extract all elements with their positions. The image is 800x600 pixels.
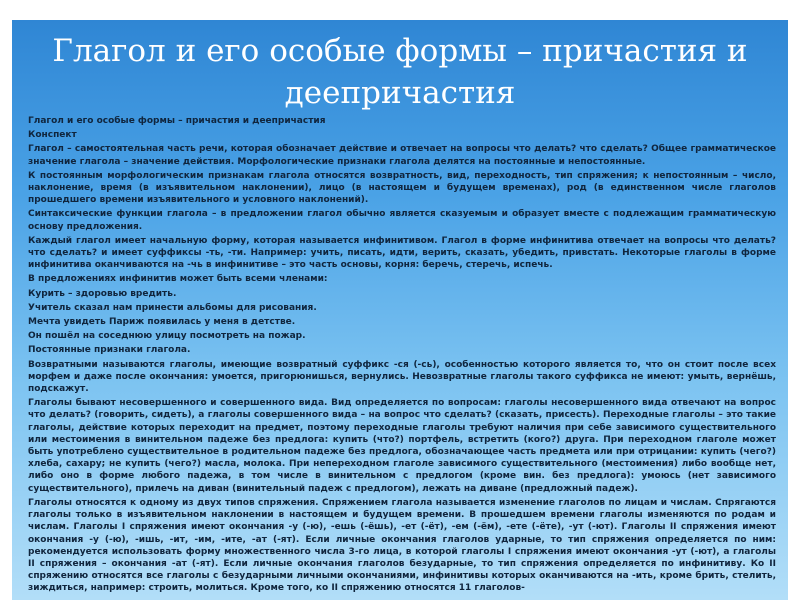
paragraph-verb-definition: Глагол – самостоятельная часть речи, которая обозначает действие и отвечает на вопросы что делать? что сделать? Общее грамматическое значение глагола – значение действия. Морфологические признаки глагола делятся на постоянные и непостоянные. — [28, 144, 776, 167]
paragraph-example-1: Курить – здоровью вредить. — [28, 288, 177, 299]
paragraph-conjugation: Глаголы относятся к одному из двух типов спряжения. Спряжением глагола называется изменение глаголов по лицам и числам. Спрягаются глаголы только в изъявительном наклонении в настоящем и будущем времени. В прошедшем времени глаголы изменяются по родам и числам. Глаголы I спряжения имеют окончания -у (-ю), -ешь (-ёшь), -ет (-ёт), -ем (-ём), -ете (-ёте), -ут (-ют). Глаголы II спряжения имеют окончания -у (-ю), -ишь, -ит, -им, -ите, -ат (-ят). Если личные окончания глаголов ударные, то тип спряжения определяется по ним: рекомендуется использовать форму множественного числа 3-го лица, в которой глаголы I спряжения имеют окончания -ут (-ют), а глаголы II спряжения – окончания -ат (-ят). Если личные окончания глаголов безударные, то тип спряжения определяется по инфинитиву. Ко II спряжению относятся все глаголы с безударными личными окончаниями, инфинитивы которых оканчиваются на -ить, кроме брить, стелить, зиждиться, например: строить, молиться. Кроме того, ко II спряжению относятся 11 глаголов- — [28, 497, 776, 594]
paragraph-example-2: Учитель сказал нам принести альбомы для рисования. — [28, 302, 317, 313]
slide-title: Глагол и его особые формы – причастия и деепричастия — [52, 33, 748, 111]
paragraph-heading: Глагол и его особые формы – причастия и деепричастия — [28, 116, 326, 126]
paragraph-infinitive: Каждый глагол имеет начальную форму, которая называется инфинитивом. Глагол в форме инфинитива отвечает на вопросы что делать? что сделать? и имеет суффиксы -ть, -ти. Например: учить, писать, идти, верить, сказать, убедить, привстать. Некоторые глаголы в форме инфинитива оканчиваются на -чь в инфинитиве – это часть основы, корня: беречь, стеречь, испечь. — [28, 235, 776, 271]
paragraph-summary-label: Конспект — [28, 130, 77, 141]
paragraph-aspect-transitivity: Глаголы бывают несовершенного и совершенного вида. Вид определяется по вопросам: глаголы несовершенного вида отвечают на вопрос что делать? (говорить, сидеть), а глаголы совершенного вида – на вопрос что сделать? (сказать, присесть). Переходные глаголы – это такие глаголы, действие которых переходит на предмет, поэтому переходные глаголы требуют наличия при себе зависимого существительного или местоимения в винительном падеже без предлога: купить (что?) портфель, встретить (кого?) друга. При переходном глаголе может быть употреблено существительное в родительном падеже без предлога, обозначающее часть предмета или при отрицании: купить (чего?) хлеба, сахару; не купить (чего?) масла, молока. При непереходном глаголе зависимого существительного (местоимения) либо вообще нет, либо оно в форме любого падежа, в том числе в винительном с предлогом (кроме вин. без предлога): умоюсь (нет зависимого существительного), прилечь на диван (винительный падеж с предлогом), лежать на диване (предложный падеж). — [28, 398, 776, 494]
slide-body-text — [28, 115, 776, 600]
paragraph-reflexive: Возвратными называются глаголы, имеющие возвратный суффикс -ся (-сь), особенностью которого является то, что он стоит после всех морфем и даже после окончания: умоется, пригорюнишься, вернулись. Невозвратные глаголы такого суффикса не имеют: умыть, вернёшь, подскажут. — [28, 359, 776, 395]
paragraph-constant-features: Постоянные признаки глагола. — [28, 345, 191, 356]
paragraph-example-3: Мечта увидеть Париж появилась у меня в детстве. — [28, 317, 296, 328]
paragraph-example-4: Он пошёл на соседнюю улицу посмотреть на пожар. — [28, 331, 306, 342]
slide — [12, 20, 788, 600]
paragraph-morphological-features: К постоянным морфологическим признакам глагола относятся возвратность, вид, переходность, тип спряжения; к непостоянным – число, наклонение, время (в изъявительном наклонении), лицо (в настоящем и будущем временах), род (в единственном числе глаголов прошедшего времени изъявительного и условного наклонений). — [28, 170, 776, 206]
paragraph-syntactic-functions: Синтаксические функции глагола – в предложении глагол обычно является сказуемым и образует вместе с подлежащим грамматическую основу предложения. — [28, 209, 776, 232]
paragraph-infinitive-roles: В предложениях инфинитив может быть всеми членами: — [28, 274, 328, 285]
